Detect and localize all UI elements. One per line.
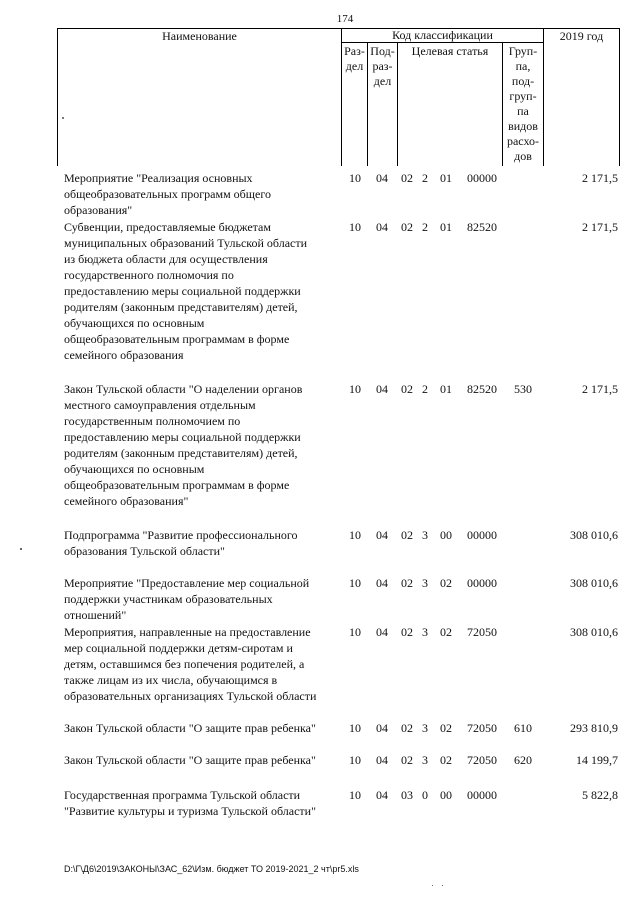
- row-event: 02: [440, 721, 452, 735]
- row-subsection: 04: [376, 220, 388, 234]
- row-subprogram: 0: [422, 788, 428, 802]
- row-event: 02: [440, 576, 452, 590]
- row-section: 10: [349, 721, 361, 735]
- row-section: 10: [349, 753, 361, 767]
- row-subsection: 04: [376, 171, 388, 185]
- row-amount: 308 010,6: [570, 528, 618, 542]
- row-name: Мероприятие "Реализация основных общеобразовательных программ общего образования": [64, 171, 271, 217]
- row-amount: 5 822,8: [582, 788, 618, 802]
- row-amount: 2 171,5: [582, 220, 618, 234]
- row-name: Закон Тульской области "О защите прав ребенка": [64, 721, 316, 735]
- row-section: 10: [349, 576, 361, 590]
- scan-speck: [432, 885, 433, 886]
- scan-speck: [20, 548, 22, 550]
- row-section: 10: [349, 382, 361, 396]
- header-expense-group: Груп- па, под- груп- па видов расхо- дов: [506, 44, 540, 163]
- row-direction: 72050: [467, 721, 497, 735]
- row-event: 00: [440, 788, 452, 802]
- row-name: Закон Тульской области "О наделении органов местного самоуправления отдельным государственным полномочием по предоставлению меры социальной поддержки родителям (законным представителям) детей, обучающихся по основным общеобразовательным программам в форме семейного образования": [64, 382, 303, 508]
- row-subprogram: 3: [422, 721, 428, 735]
- row-section: 10: [349, 788, 361, 802]
- row-subprogram: 3: [422, 576, 428, 590]
- header-left-border: [57, 28, 58, 166]
- header-col-divider-5: [543, 28, 544, 166]
- row-name: Мероприятие "Предоставление мер социальной поддержки участникам образовательных отношений": [64, 576, 310, 622]
- row-subsection: 04: [376, 753, 388, 767]
- row-event: 01: [440, 171, 452, 185]
- row-event: 00: [440, 528, 452, 542]
- row-program: 02: [401, 171, 413, 185]
- header-name: Наименование: [162, 29, 237, 43]
- page-number: 174: [336, 13, 354, 25]
- row-name: Субвенции, предоставляемые бюджетам муниципальных образований Тульской области из бюджета области для осуществления государственного полномочия по предоставлению меры социальной поддержки родителям (законным представителям) детей, обучающихся по основным общеобразовательным программам в форме семейного образования: [64, 220, 308, 362]
- row-direction: 82520: [467, 220, 497, 234]
- header-target-article: Целевая статья: [411, 44, 489, 58]
- row-subprogram: 3: [422, 528, 428, 542]
- row-program: 02: [401, 625, 413, 639]
- row-amount: 2 171,5: [582, 171, 618, 185]
- row-program: 02: [401, 382, 413, 396]
- row-section: 10: [349, 171, 361, 185]
- row-name: Закон Тульской области "О защите прав ребенка": [64, 753, 316, 767]
- row-subsection: 04: [376, 625, 388, 639]
- row-expense-type: 610: [514, 721, 532, 735]
- row-program: 02: [401, 220, 413, 234]
- row-program: 02: [401, 576, 413, 590]
- row-amount: 308 010,6: [570, 625, 618, 639]
- header-right-border: [619, 28, 620, 166]
- row-event: 01: [440, 382, 452, 396]
- row-direction: 00000: [467, 788, 497, 802]
- header-dot: [62, 117, 64, 119]
- row-amount: 308 010,6: [570, 576, 618, 590]
- row-subsection: 04: [376, 721, 388, 735]
- row-subsection: 04: [376, 788, 388, 802]
- header-section: Раз- дел: [344, 44, 365, 73]
- row-direction: 00000: [467, 576, 497, 590]
- footer-file-path: D:\Г\Д6\2019\ЗАКОНЫ\ЗАС_62\Изм. бюджет ТО 2019-2021_2 чт\pr5.xls: [64, 864, 359, 874]
- row-subsection: 04: [376, 528, 388, 542]
- row-subsection: 04: [376, 576, 388, 590]
- row-direction: 00000: [467, 171, 497, 185]
- header-year: 2019 год: [559, 29, 604, 43]
- row-subprogram: 2: [422, 382, 428, 396]
- row-amount: 14 199,7: [576, 753, 618, 767]
- row-program: 02: [401, 753, 413, 767]
- row-event: 02: [440, 625, 452, 639]
- header-code-group: Код классификации: [392, 28, 493, 42]
- row-amount: 2 171,5: [582, 382, 618, 396]
- row-section: 10: [349, 220, 361, 234]
- row-program: 02: [401, 528, 413, 542]
- row-direction: 82520: [467, 382, 497, 396]
- row-subprogram: 2: [422, 220, 428, 234]
- row-name: Подпрограмма "Развитие профессионального образования Тульской области": [64, 528, 298, 558]
- row-expense-type: 620: [514, 753, 532, 767]
- row-direction: 00000: [467, 528, 497, 542]
- row-program: 02: [401, 721, 413, 735]
- row-event: 02: [440, 753, 452, 767]
- row-subprogram: 3: [422, 625, 428, 639]
- row-name: Государственная программа Тульской области "Развитие культуры и туризма Тульской области": [64, 788, 316, 818]
- row-subprogram: 3: [422, 753, 428, 767]
- row-direction: 72050: [467, 753, 497, 767]
- row-subprogram: 2: [422, 171, 428, 185]
- header-col-divider-3: [397, 42, 398, 166]
- row-name: Мероприятия, направленные на предоставление мер социальной поддержки детям-сиротам и детям, оставшимся без попечения родителей, а также лицам из их числа, обучающимся в образовательных организациях Тульской области: [64, 625, 317, 703]
- row-expense-type: 530: [514, 382, 532, 396]
- row-section: 10: [349, 528, 361, 542]
- row-direction: 72050: [467, 625, 497, 639]
- row-section: 10: [349, 625, 361, 639]
- header-subsection: Под- раз- дел: [370, 44, 395, 88]
- row-subsection: 04: [376, 382, 388, 396]
- row-amount: 293 810,9: [570, 721, 618, 735]
- row-program: 03: [401, 788, 413, 802]
- scan-speck: [442, 885, 443, 886]
- row-event: 01: [440, 220, 452, 234]
